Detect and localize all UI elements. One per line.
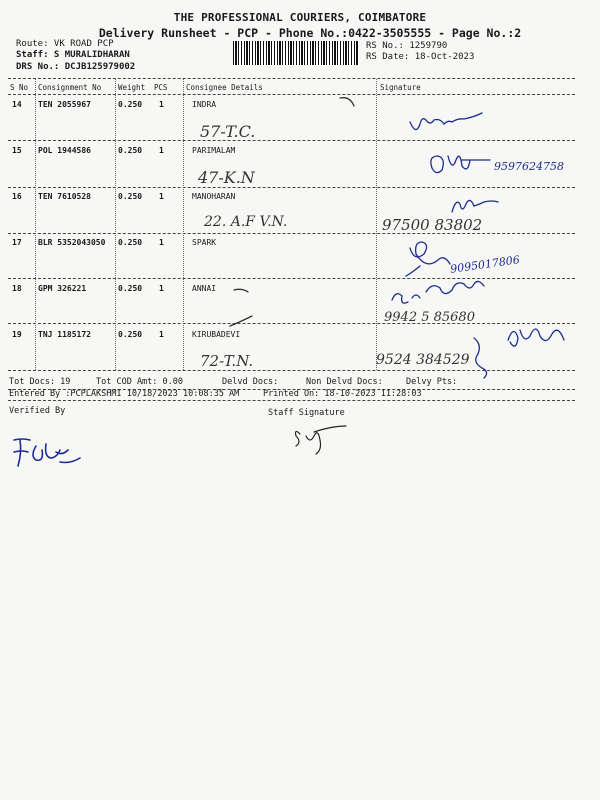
row-consignee: MANOHARAN (192, 192, 236, 201)
handwritten-address: 57-T.C. (200, 122, 256, 141)
col-header-consignee: Consignee Details (186, 83, 263, 92)
col-header-sno: S No (10, 83, 29, 92)
rs-number: RS No.: 1259790 (366, 41, 448, 51)
row-consignment: POL 1944586 (38, 146, 91, 155)
non-delivered-docs: Non Delvd Docs: (306, 377, 383, 387)
row-weight: 0.250 (118, 100, 143, 109)
handwritten-phone: 9095017806 (449, 253, 521, 276)
row-weight: 0.250 (118, 146, 143, 155)
delivery-points: Delvy Pts: (406, 377, 458, 387)
col-header-pcs: PCS (154, 83, 168, 92)
row-consignee: PARIMALAM (192, 146, 236, 155)
verified-by-label: Verified By (9, 406, 66, 416)
row-sno: 18 (12, 284, 22, 293)
printed-on: Printed On: 18-10-2023 11:28:03 (263, 389, 422, 399)
row-consignment: BLR 5352043050 (38, 238, 106, 247)
handwritten-address: 47-K.N (198, 168, 255, 187)
row-weight: 0.250 (118, 284, 143, 293)
row-sno: 19 (12, 330, 22, 339)
col-header-consignment: Consignment No (38, 83, 102, 92)
drs-number: DRS No.: DCJB125979002 (16, 62, 136, 72)
signature-14-mark (340, 98, 354, 106)
staff-signature-label: Staff Signature (268, 408, 345, 418)
row-pcs: 1 (159, 192, 164, 201)
row-pcs: 1 (159, 284, 164, 293)
staff-label: Staff: S MURALIDHARAN (16, 50, 130, 60)
row-consignee: SPARK (192, 238, 217, 247)
signature-15 (431, 156, 490, 173)
row-sno: 17 (12, 238, 22, 247)
handwritten-phone: 97500 83802 (382, 216, 483, 234)
handwritten-phone: 9597624758 (494, 160, 564, 173)
handwritten-address: 72-T.N. (200, 352, 254, 370)
signature-18 (392, 281, 484, 303)
signature-18-mark (230, 289, 252, 326)
row-sno: 14 (12, 100, 22, 109)
signature-16 (452, 200, 498, 212)
signature-14 (410, 113, 482, 130)
signature-19 (474, 329, 564, 378)
row-pcs: 1 (159, 330, 164, 339)
row-consignment: TNJ 1185172 (38, 330, 91, 339)
handwritten-phone: 9942 5 85680 (384, 310, 475, 325)
handwritten-address: 22. A.F V.N. (204, 214, 288, 230)
total-cod: Tot COD Amt: 0.00 (96, 377, 183, 387)
col-header-signature: Signature (380, 83, 421, 92)
handwritten-phone: 9524 384529 (376, 352, 470, 368)
row-consignment: GPM 326221 (38, 284, 87, 293)
rs-date: RS Date: 18-Oct-2023 (366, 52, 475, 62)
row-weight: 0.250 (118, 330, 143, 339)
row-weight: 0.250 (118, 238, 143, 247)
verified-signature (14, 439, 80, 466)
signature-17 (406, 242, 450, 276)
row-consignee: ANNAI (192, 284, 217, 293)
row-consignee: INDRA (192, 100, 217, 109)
runsheet-title: Delivery Runsheet - PCP - Phone No.:0422-3505555 - Page No.:2 (98, 26, 522, 40)
row-consignment: TEN 7610528 (38, 192, 91, 201)
delivered-docs: Delvd Docs: (222, 377, 279, 387)
row-pcs: 1 (159, 238, 164, 247)
route-label: Route: VK ROAD PCP (16, 39, 114, 49)
total-docs: Tot Docs: 19 (9, 377, 71, 387)
entered-by: Entered By :PCPLAKSHMI 10/18/2023 10:08:35 AM (9, 389, 240, 399)
row-consignment: TEN 2055967 (38, 100, 91, 109)
row-pcs: 1 (159, 100, 164, 109)
row-pcs: 1 (159, 146, 164, 155)
row-sno: 16 (12, 192, 22, 201)
row-consignee: KIRUBADEVI (192, 330, 241, 339)
col-header-weight: Weight (118, 83, 146, 92)
staff-signature (296, 426, 347, 454)
company-title: THE PROFESSIONAL COURIERS, COIMBATORE (173, 11, 427, 24)
row-weight: 0.250 (118, 192, 143, 201)
row-sno: 15 (12, 146, 22, 155)
